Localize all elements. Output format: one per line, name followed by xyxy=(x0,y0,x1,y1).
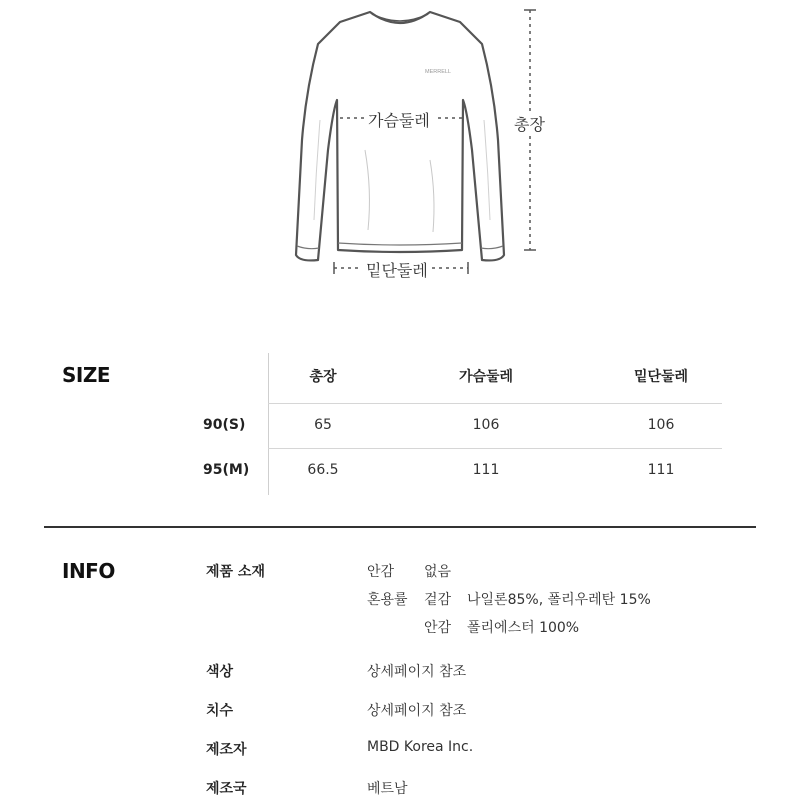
brand-logo-text: MERRELL xyxy=(425,69,451,75)
material-label: 제품 소재 xyxy=(206,564,265,580)
size-info-label: 치수 xyxy=(206,703,234,719)
garment-size-diagram xyxy=(0,0,800,300)
size-header-chest: 가슴둘레 xyxy=(458,369,514,385)
size-cell-chest: 106 xyxy=(472,417,500,433)
size-row-label: 90(S) xyxy=(203,417,246,433)
section-divider xyxy=(44,526,756,528)
length-measure-label: 총장 xyxy=(510,112,549,135)
country-of-origin-label: 제조국 xyxy=(206,781,247,797)
size-cell-hem: 111 xyxy=(647,462,675,478)
size-cell-length: 65 xyxy=(314,417,332,433)
size-header-hem: 밑단둘레 xyxy=(633,369,689,385)
country-of-origin-value: 베트남 xyxy=(367,781,408,797)
hem-measure-label: 밑단둘레 xyxy=(362,258,432,281)
manufacturer-value: MBD Korea Inc. xyxy=(367,739,474,755)
color-label: 색상 xyxy=(206,664,234,680)
size-header-length: 총장 xyxy=(309,369,337,385)
size-cell-length: 66.5 xyxy=(307,462,339,478)
size-section-title: SIZE xyxy=(62,363,111,387)
size-table-row-divider xyxy=(268,403,722,404)
size-info-value: 상세페이지 참조 xyxy=(367,703,467,719)
inner-fabric-value: 폴리에스터 100% xyxy=(467,620,580,636)
chest-measure-label: 가슴둘레 xyxy=(364,108,434,131)
color-value: 상세페이지 참조 xyxy=(367,664,467,680)
size-cell-chest: 111 xyxy=(472,462,500,478)
lining-value: 없음 xyxy=(424,564,452,580)
long-sleeve-tshirt-illustration xyxy=(0,0,800,300)
outer-fabric-value: 나일론85%, 폴리우레탄 15% xyxy=(467,592,651,608)
outer-fabric-label: 겉감 xyxy=(424,592,452,608)
inner-fabric-label: 안감 xyxy=(424,620,452,636)
size-row-label: 95(M) xyxy=(203,462,250,478)
size-table-row-divider xyxy=(268,448,722,449)
size-cell-hem: 106 xyxy=(647,417,675,433)
lining-label: 안감 xyxy=(367,564,395,580)
blend-label: 혼용률 xyxy=(367,592,408,608)
info-section-title: INFO xyxy=(62,559,115,583)
manufacturer-label: 제조자 xyxy=(206,742,247,758)
